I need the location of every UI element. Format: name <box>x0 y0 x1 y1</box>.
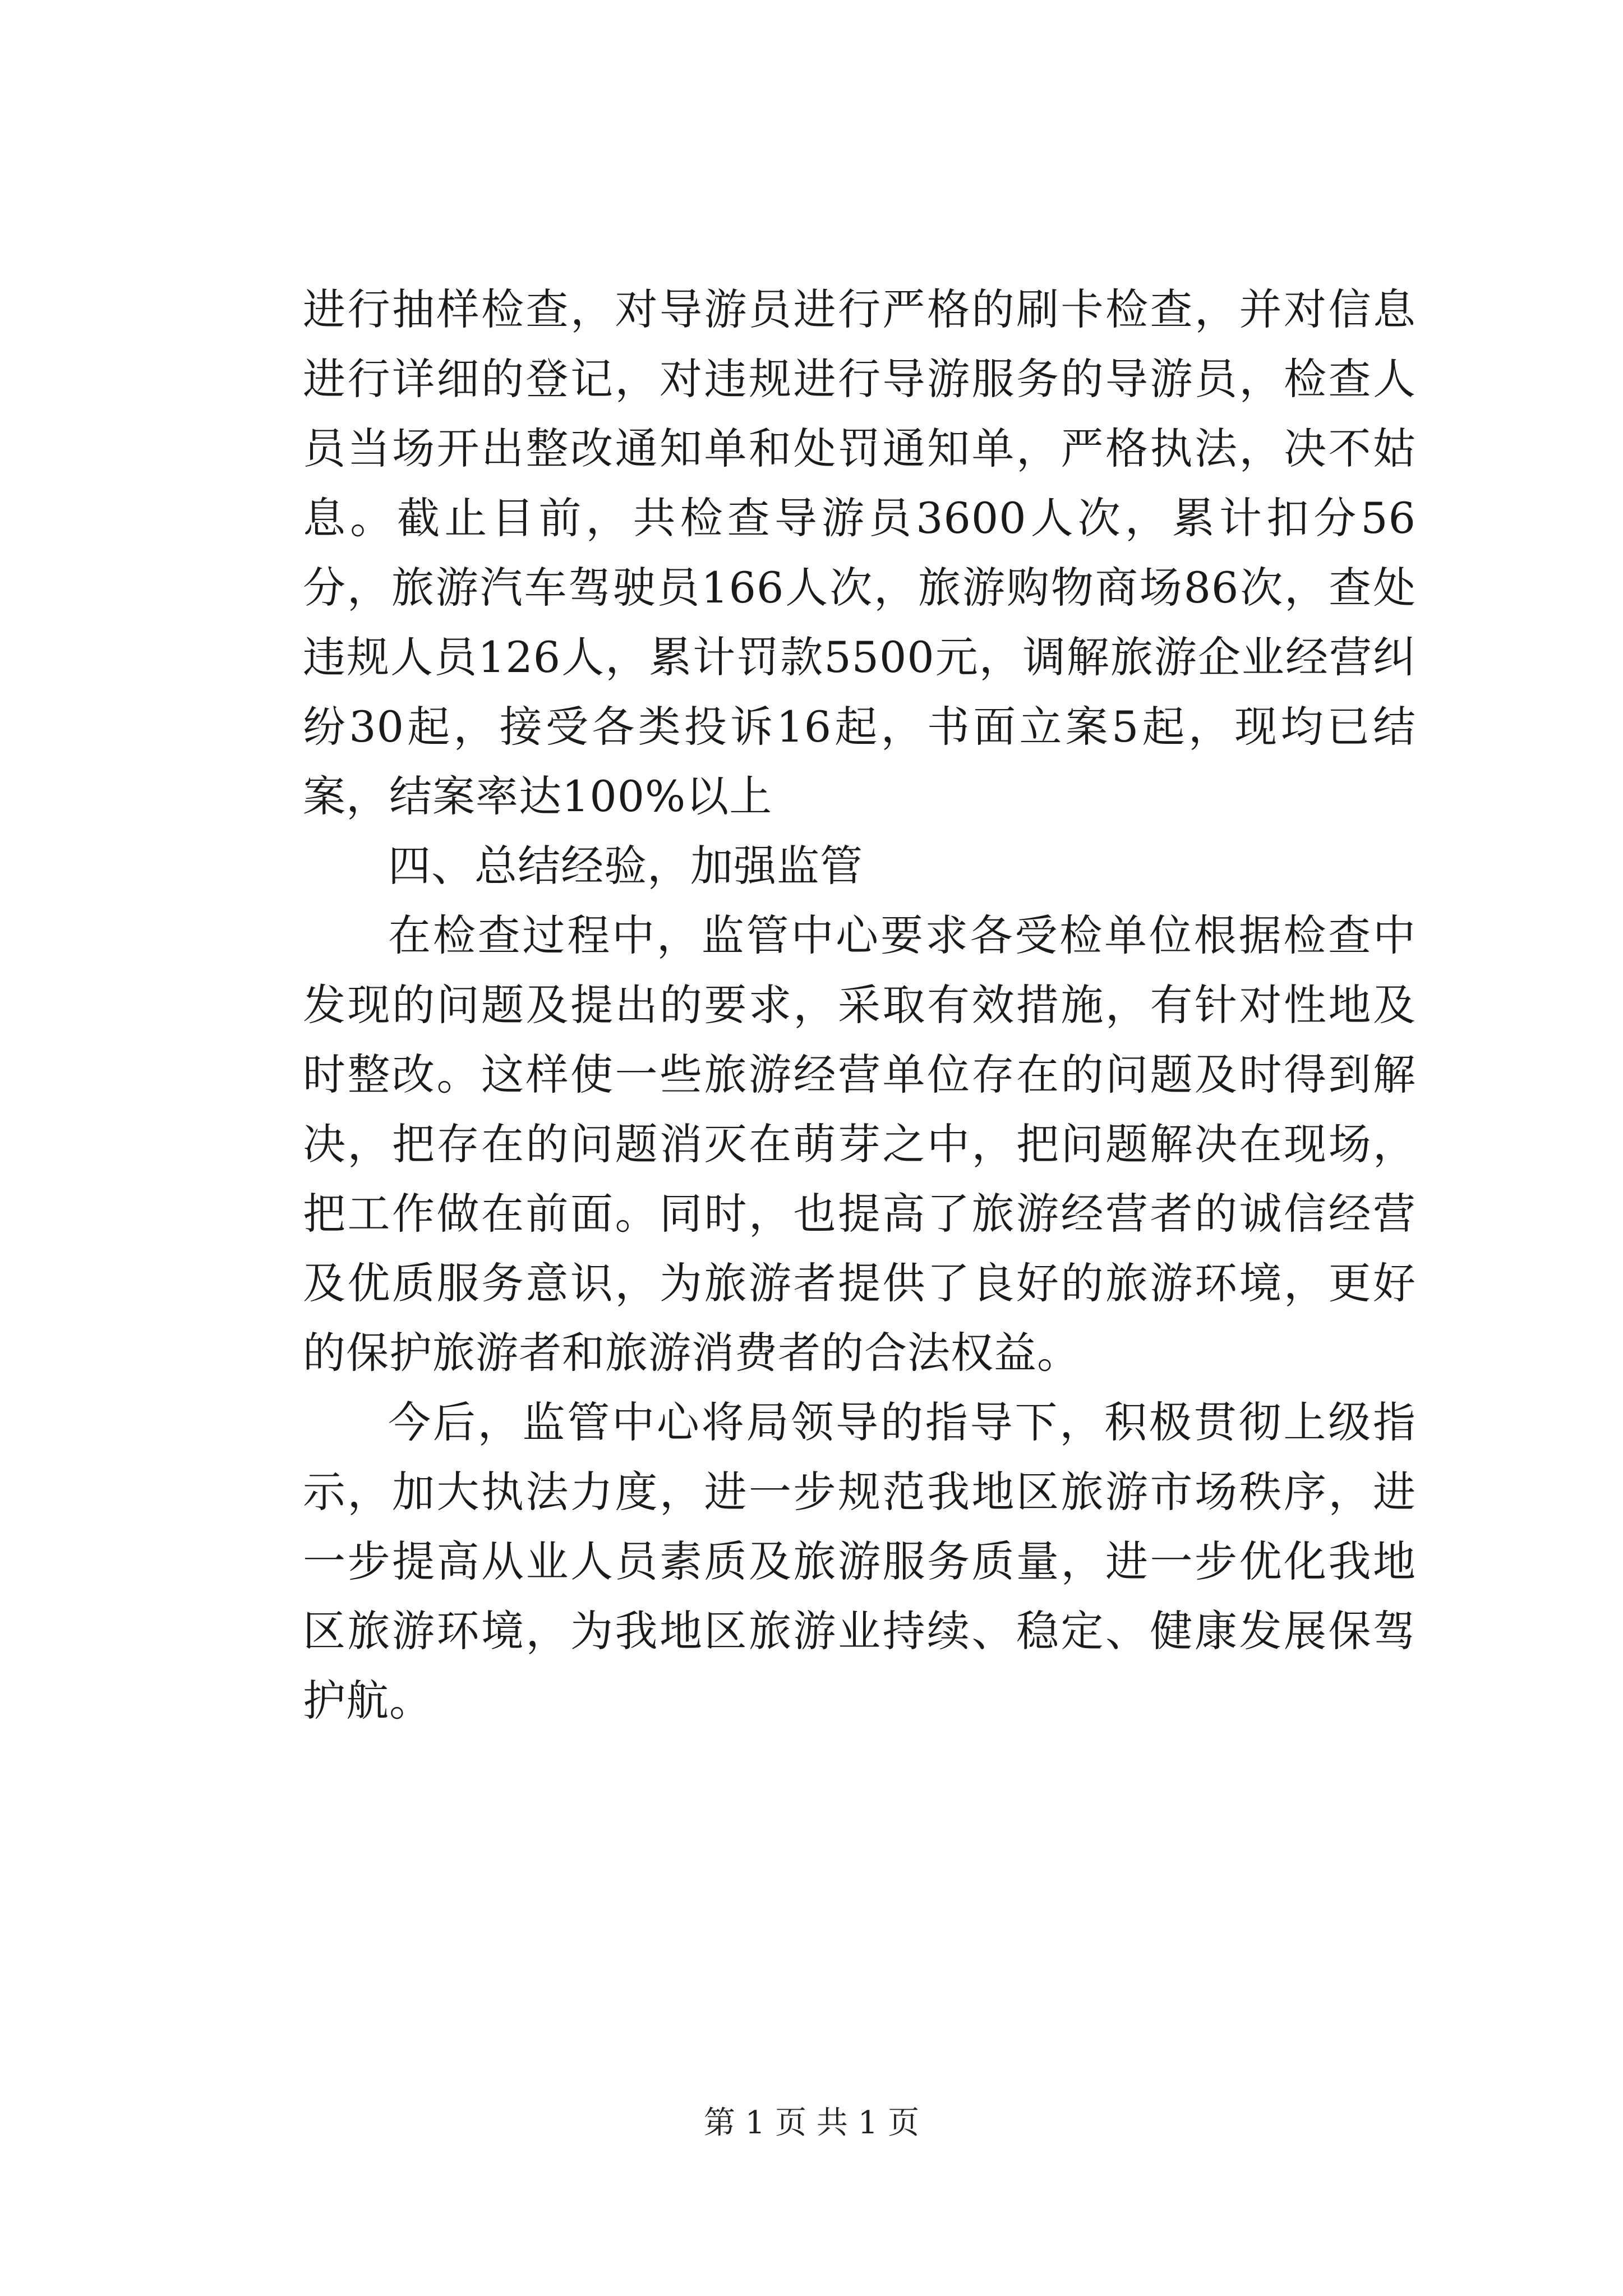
paragraph-rectification: 在检查过程中，监管中心要求各受检单位根据检查中发现的问题及提出的要求，采取有效措施，有针对性地及时整改。这样使一些旅游经营单位存在的问题及时得到解决，把存在的问题消灭在萌芽之中，把问题解决在现场，把工作做在前面。同时，也提高了旅游经营者的诚信经营及优质服务意识，为旅游者提供了良好的旅游环境，更好的保护旅游者和旅游消费者的合法权益。 <box>303 910 1416 1378</box>
page-footer: 第 1 页 共 1 页 <box>703 2105 920 2141</box>
paragraph-inspection-results: 进行抽样检查，对导游员进行严格的刷卡检查，并对信息进行详细的登记，对违规进行导游服务的导游员，检查人员当场开出整改通知单和处罚通知单，严格执法，决不姑息。截止目前，共检查导游员3600人次，累计扣分56分，旅游汽车驾驶员166人次，旅游购物商场86次，查处违规人员126人，累计罚款5500元，调解旅游企业经营纠纷30起，接受各类投诉16起，书面立案5起，现均已结案，结案率达100%以上 <box>303 284 1416 821</box>
document-body <box>303 275 1416 1736</box>
paragraph-future-plans: 今后，监管中心将局领导的指导下，积极贯彻上级指示，加大执法力度，进一步规范我地区旅游市场秩序，进一步提高从业人员素质及旅游服务质量，进一步优化我地区旅游环境，为我地区旅游业持续、稳定、健康发展保驾护航。 <box>303 1397 1416 1726</box>
section-heading-four: 四、总结经验，加强监管 <box>388 841 863 891</box>
